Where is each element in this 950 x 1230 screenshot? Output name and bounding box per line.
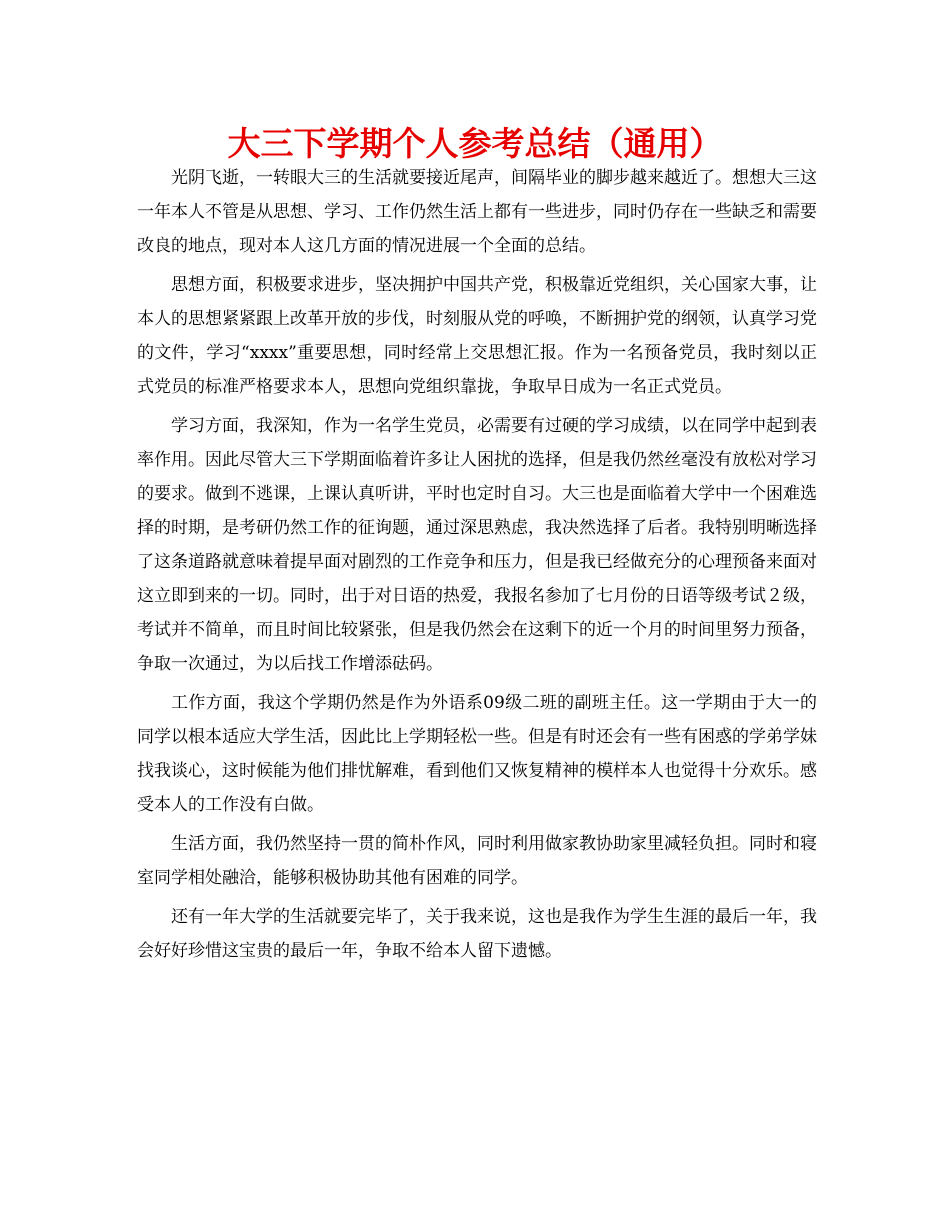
document-title: 大三下学期个人参考总结（通用）	[227, 124, 723, 163]
paragraph-work: 工作方面，我这个学期仍然是作为外语系09级二班的副班主任。这一学期由于大一的同学以根本适应大学生活，因此比上学期轻松一些。但是有时还会有一些有困惑的学弟学妹找我谈心，这时候能为他们排忧解难，看到他们又恢复精神的模样本人也觉得十分欢乐。感受本人的工作没有白做。	[137, 693, 817, 815]
paragraph-study: 学习方面，我深知，作为一名学生党员，必需要有过硬的学习成绩，以在同学中起到表率作用。因此尽管大三下学期面临着许多让人困扰的选择，但是我仍然丝毫没有放松对学习的要求。做到不逃课，上课认真听讲，平时也定时自习。大三也是面临着大学中一个困难选择的时期，是考研仍然工作的征询题，通过深思熟虑，我决然选择了后者。我特别明晰选择了这条道路就意味着提早面对剧烈的工作竞争和压力，但是我已经做充分的心理预备来面对这立即到来的一切。同时，出于对日语的热爱，我报名参加了七月份的日语等级考试２级，考试并不简单，而且时间比较紧张，但是我仍然会在这剩下的近一个月的时间里努力预备，争取一次通过，为以后找工作增添砝码。	[137, 416, 817, 674]
document-body	[137, 161, 817, 973]
paragraph-conclusion: 还有一年大学的生活就要完毕了，关于我来说，这也是我作为学生生涯的最后一年，我会好好珍惜这宝贵的最后一年，争取不给本人留下遗憾。	[137, 907, 817, 961]
paragraph-intro: 光阴飞逝，一转眼大三的生活就要接近尾声，间隔毕业的脚步越来越近了。想想大三这一年本人不管是从思想、学习、工作仍然生活上都有一些进步，同时仍存在一些缺乏和需要改良的地点，现对本人这几方面的情况进展一个全面的总结。	[137, 168, 817, 256]
paragraph-life: 生活方面，我仍然坚持一贯的简朴作风，同时利用做家教协助家里减轻负担。同时和寝室同学相处融洽，能够积极协助其他有困难的同学。	[137, 834, 817, 888]
paragraph-thought: 思想方面，积极要求进步，坚决拥护中国共产党，积极靠近党组织，关心国家大事，让本人的思想紧紧跟上改革开放的步伐，时刻服从党的呼唤，不断拥护党的纲领，认真学习党的文件，学习“xxxx”重要思想，同时经常上交思想汇报。作为一名预备党员，我时刻以正式党员的标准严格要求本人，思想向党组织靠拢，争取早日成为一名正式党员。	[137, 275, 817, 397]
